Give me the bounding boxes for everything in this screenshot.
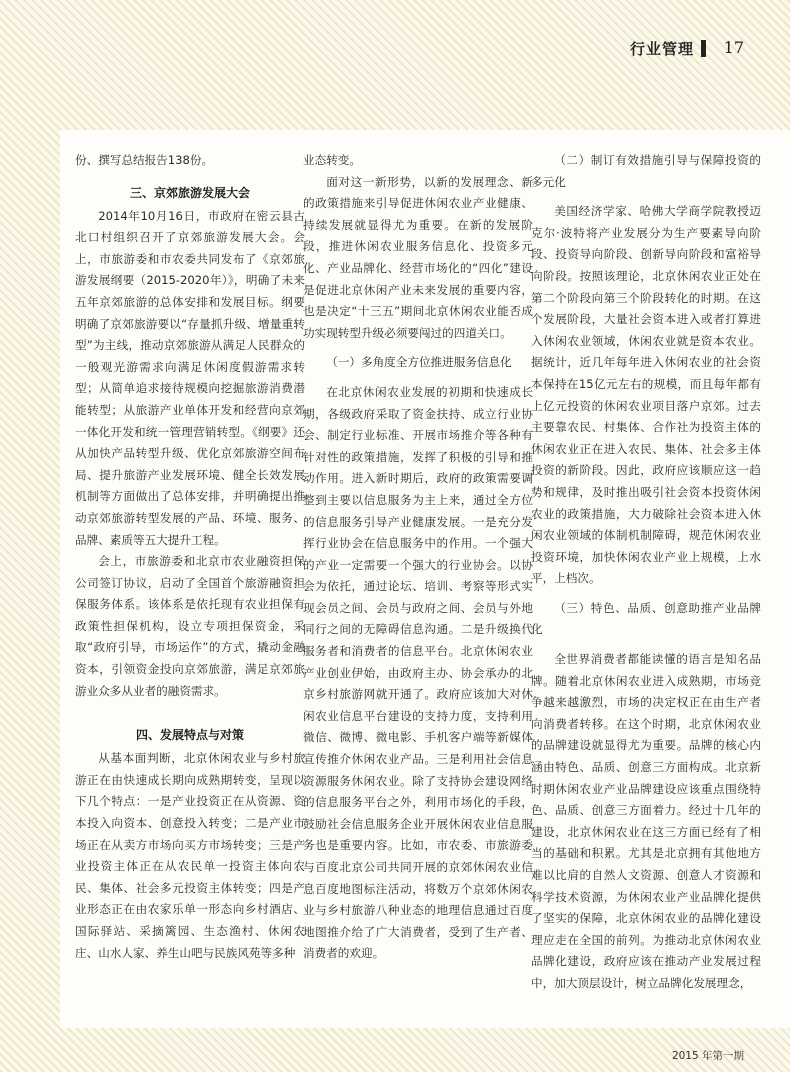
subsection-heading: （二）制订有效措施引导与保障投资的多元化 [531, 153, 761, 189]
paragraph: 美国经济学家、哈佛大学商学院教授迈克尔·波特将产业发展分为生产要素导向阶段、投资导向阶段、创新导向阶段和富裕导向阶段。按照该理论，北京休闲农业正处在第二个阶段向第三个阶段转化的时期。在这个发展阶段，大量社会资本进入或者打算进入休闲农业领域，休闲农业就是资本农业。据统计，近几年每年进入休闲农业的社会资本保持在15亿元左右的规模，而且每年都有上亿元投资的休闲农业项目落户京郊。过去主要靠农民、村集体、合作社为投资主体的休闲农业正在进入农民、集体、社会多主体投资的新阶段。因此，政府应该顺应这一趋势和规律，及时推出吸引社会资本投资休闲农业的政策措施，大力破除社会资本进入休闲农业领域的体制机制障碍，规范休闲农业投资环境，加快休闲农业产业上规模，上水平，上档次。 [531, 204, 761, 586]
section-heading: 三、京郊旅游发展大会 [129, 185, 250, 200]
page-number: 17 [723, 38, 744, 57]
paragraph: 全世界消费者都能读懂的语言是知名品牌。随着北京休闲农业进入成熟期，市场竞争越来越激烈，市场的决定权正在由生产者向消费者转移。在这个时期，北京休闲农业的品牌建设就显得尤为重要。品牌的核心内涵由特色、品质、创意三方面构成。北京新时期休闲农业产业品牌建设应该重点围绕特色、品质、创意三方面着力。经过十几年的建设，北京休闲农业在这三方面已经有了相当的基础和积累。尤其是北京拥有其他地方难以比肩的自然人文资源、创意人才资源和科学技术资源，为休闲农业产业品牌化提供了坚实的保障，北京休闲农业的品牌化建设理应走在全国的前列。为推动北京休闲农业品牌化建设，政府应该在推动产业发展过程中，加大顶层设计，树立品牌化发展理念， [531, 652, 761, 990]
header-divider [701, 40, 706, 57]
text-column-3 [531, 150, 761, 1020]
paragraph: 会上，市旅游委和北京市农业融资担保公司签订协议，启动了全国首个旅游融资担保服务体系。该体系是依托现有农业担保有政策性担保机构，设立专项担保资金，采取“政府引导，市场运作”的方式，撬动金融资本，引领资金投向京郊旅游，满足京郊旅游业众多从业者的融资需求。 [75, 554, 305, 698]
section-title: 行业管理 [629, 40, 694, 58]
subsection-heading: （一）多角度全方位推进服务信息化 [326, 355, 512, 370]
section-heading: 四、发展特点与对策 [135, 728, 244, 743]
subsection-heading: （三）特色、品质、创意助推产业品牌化 [531, 600, 761, 637]
text-column-1 [75, 150, 305, 1020]
paragraph: 2014年10月16日，市政府在密云县古北口村组织召开了京郊旅游发展大会。会上，市旅游委和市农委共同发布了《京郊旅游发展纲要（2015-2020年）》，明确了未来五年京郊旅游的总体安排和发展目标。纲要明确了京郊旅游要以“存量抓升级、增量重转型”为主线，推动京郊旅游从满足人民群众的一般观光游需求向满足休闲度假游需求转型；从简单追求接待规模向挖掘旅游消费潜能转型；从旅游产业单体开发和经营向京郊一体化开发和统一管理营销转型。《纲要》还从加快产品转型升级、优化京郊旅游空间布局、提升旅游产业发展环境、健全长效发展机制等方面做出了总体安排，并明确提出推动京郊旅游转型发展的产品、环境、服务、品牌、素质等五大提升工程。 [75, 208, 305, 547]
paragraph: 从基本面判断，北京休闲农业与乡村旅游正在由快速成长期向成熟期转变，呈现以下几个特点：一是产业投资正在从资源、资本投入向资本、创意投入转变；二是产业市场正在从卖方市场向买方市场转变；三是产业投资主体正在从农民单一投资主体向农民、集体、社会多元投资主体转变；四是产业形态正在由农家乐单一形态向乡村酒店、国际驿站、采摘篱园、生态渔村、休闲农庄、山水人家、养生山吧与民族风苑等多种 [75, 751, 305, 960]
text-column-2 [303, 150, 533, 1020]
paragraph: 在北京休闲农业发展的初期和快速成长期，各级政府采取了资金扶持、成立行业协会、制定行业标准、开展市场推介等各种有针对性的政策措施，发挥了积极的引导和推动作用。进入新时期后，政府的政策需要调整到主要以信息服务为主上来，通过全方位的信息服务引导产业健康发展。一是充分发挥行业协会在信息服务中的作用。一个强大的产业一定需要一个强大的行业协会。以协会为依托，通过论坛、培训、考察等形式实现会员之间、会员与政府之间、会员与外地同行之间的无障碍信息沟通。二是升级换代服务者和消费者的信息平台。北京休闲农业产业创业伊始，由政府主办、协会承办的北京乡村旅游网就开通了。政府应该加大对休闲农业信息平台建设的支持力度，支持利用微信、微博、微电影、手机客户端等新媒体宣传推介休闲农业产品。三是利用社会信息资源服务休闲农业。除了支持协会建设网络的信息服务平台之外，利用市场化的手段，鼓励社会信息服务企业开展休闲农业信息服务也是重要内容。比如，市农委、市旅游委与百度北京公司共同开展的京郊休闲农业信息百度地图标注活动，将数万个京郊休闲农业与乡村旅游八种业态的地理信息通过百度地图推介给了广大消费者，受到了生产者、消费者的欢迎。 [303, 384, 533, 961]
paragraph: 份、撰写总结报告138份。 [75, 153, 214, 167]
paragraph: 业态转变。 [303, 153, 361, 167]
paragraph: 面对这一新形势，以新的发展理念、新的政策措施来引导促进休闲农业产业健康、持续发展就显得尤为重要。在新的发展阶段，推进休闲农业服务信息化、投资多元化、产业品牌化、经营市场化的“四化”建设是促进北京休闲产业未来发展的重要内容，也是决定“十三五”期间北京休闲农业能否成功实现转型升级必须要闯过的四道关口。 [303, 174, 533, 340]
issue-label: 2015 年第一期 [671, 1050, 744, 1062]
